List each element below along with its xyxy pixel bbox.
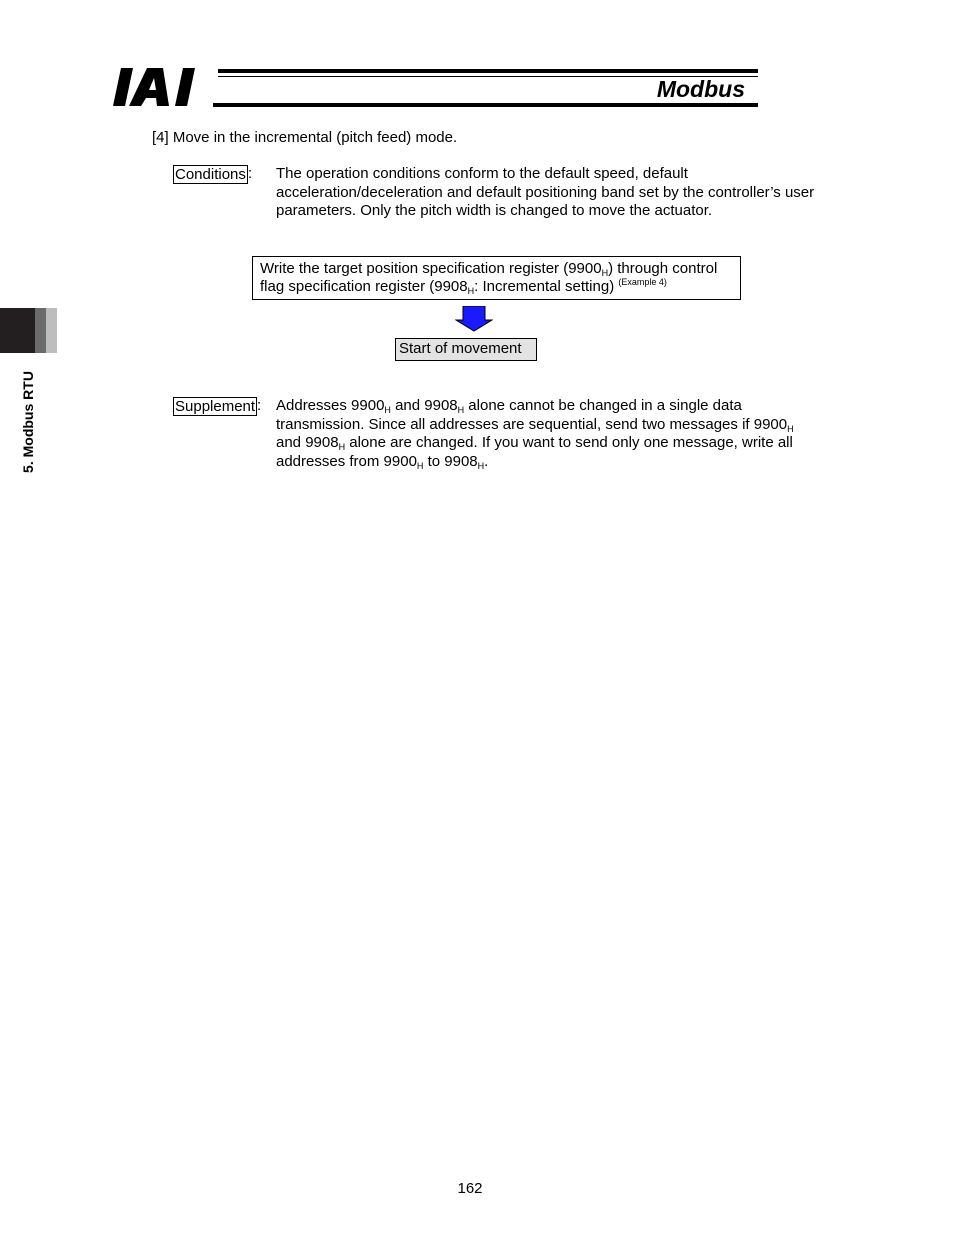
iai-logo [113, 68, 211, 106]
conditions-label-text: Conditions [175, 166, 246, 183]
supplement-text-part: alone are changed. If you want to send only one message, write all addresses from 9900 [276, 434, 793, 470]
supplement-label-text: Supplement [175, 398, 256, 415]
supplement-text-part: Addresses 9900 [276, 397, 385, 414]
subscript-h: H [477, 460, 485, 471]
subscript-h: H [338, 442, 346, 452]
page-number: 162 [457, 1180, 483, 1197]
flow-step1-line2-sub: H [467, 286, 475, 296]
flow-step1-line1-b: ) through control [608, 260, 718, 277]
chapter-tab-dark [0, 308, 35, 353]
subscript-h: H [787, 423, 794, 434]
chapter-label-text: 5. Modbus RTU [20, 371, 36, 473]
section-heading: [4] Move in the incremental (pitch feed) mode. [152, 129, 458, 146]
conditions-label [173, 165, 248, 185]
flow-step1-line2-a: flag specification register (9908 [260, 278, 468, 295]
header-rule-top [218, 69, 758, 73]
supplement-text-part: and 9908 [390, 397, 458, 414]
supplement-text-part: to 9908 [423, 452, 478, 470]
flow-step1-line2-b: : Incremental setting) [474, 278, 619, 295]
chapter-tab-light [46, 308, 57, 353]
flow-step-write-registers [252, 256, 741, 300]
flow-step-start-movement: Start of movement [395, 338, 537, 361]
supplement-label [173, 397, 257, 417]
supplement-text-part: alone cannot be changed in a single data transmission. Since all addresses are sequential, send two messages if 9900 [276, 397, 788, 433]
chapter-tab-mid [35, 308, 46, 353]
supplement-colon: : [257, 397, 262, 414]
conditions-colon: : [248, 165, 253, 182]
subscript-h: H [384, 405, 391, 415]
subscript-h: H [457, 405, 465, 415]
supplement-text [276, 397, 821, 471]
flow-step1-line1-a: Write the target position specification register (9900 [260, 260, 602, 277]
flow-step1-line1-sub: H [601, 268, 609, 278]
flow-step1-note: (Example 4) [618, 277, 667, 287]
down-arrow-icon [455, 306, 493, 332]
subscript-h: H [416, 460, 424, 471]
header-title: Modbus [656, 76, 745, 102]
conditions-text: The operation conditions conform to the default speed, default acceleration/deceleration and default positioning band set by the controller’s user parameters. Only the pitch width is changed to move the actuator. [276, 165, 815, 219]
supplement-text-part: and 9908 [276, 434, 339, 451]
supplement-text-part: . [484, 452, 489, 470]
header-rule-bottom [213, 103, 758, 107]
